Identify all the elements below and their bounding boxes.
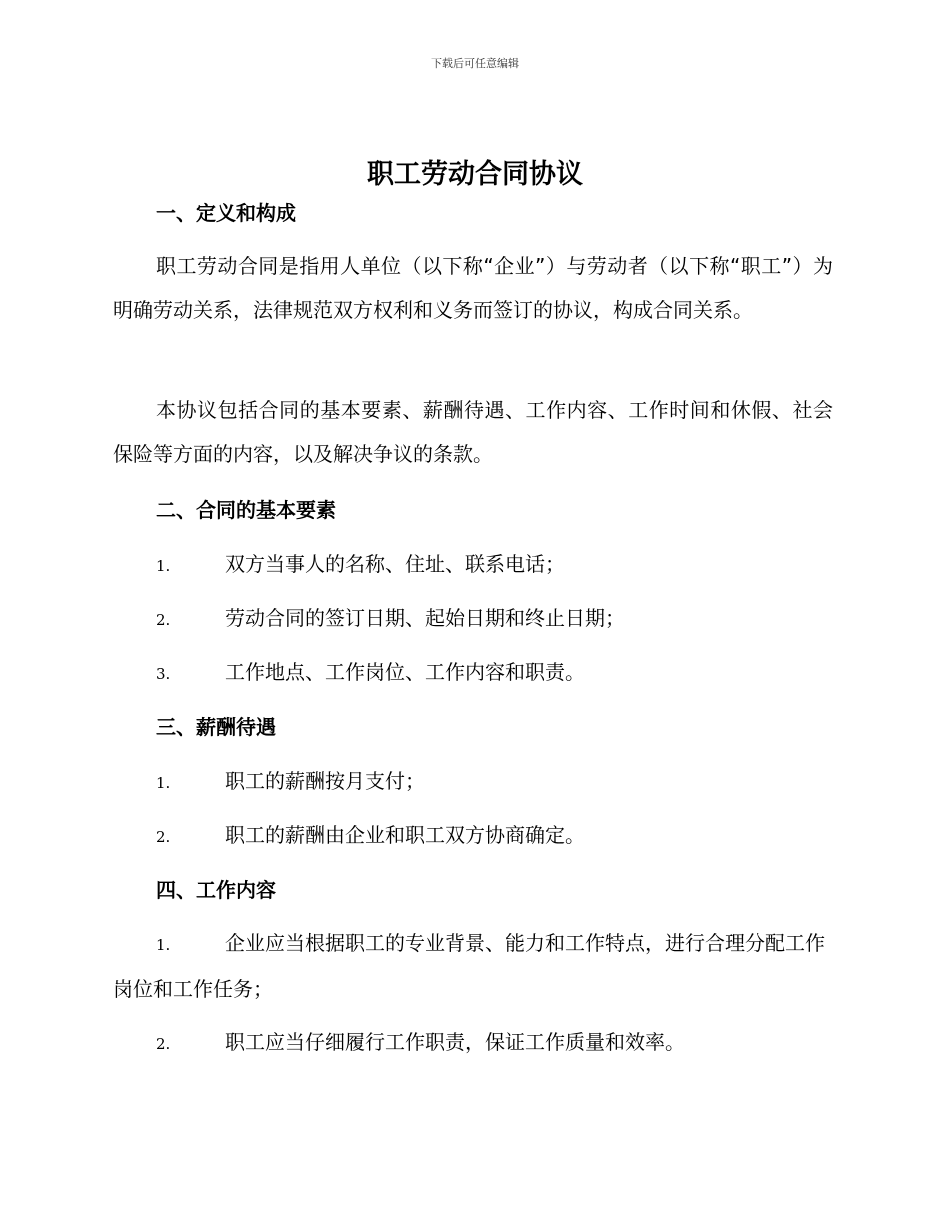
- section-heading: 一、定义和构成: [156, 201, 296, 225]
- list-item: [113, 921, 833, 1011]
- list-item: [113, 596, 833, 642]
- paragraph: 职工劳动合同是指用人单位（以下称“企业”）与劳动者（以下称“职工”）为明确劳动关系，法律规范双方权利和义务而签订的协议，构成合同关系。: [113, 254, 833, 322]
- list-text: 工作地点、工作岗位、工作内容和职责。: [225, 660, 585, 684]
- section-heading: 四、工作内容: [156, 878, 276, 902]
- section-heading: 三、薪酬待遇: [156, 715, 276, 739]
- list-text: 企业应当根据职工的专业背景、能力和工作特点，进行合理分配工作岗位和工作任务；: [113, 931, 825, 1001]
- section-heading: 二、合同的基本要素: [156, 498, 336, 522]
- list-item: [113, 759, 833, 805]
- list-number: 1.: [156, 557, 171, 575]
- section-definition-body-2: [113, 388, 833, 476]
- list-text: 职工的薪酬由企业和职工双方协商确定。: [225, 823, 585, 847]
- list-number: 2.: [156, 828, 171, 846]
- list-number: 1.: [156, 774, 171, 792]
- section-basic-elements: [113, 496, 833, 524]
- list-text: 劳动合同的签订日期、起始日期和终止日期；: [225, 606, 625, 630]
- page-header-note: 下载后可任意编辑: [431, 57, 519, 70]
- paragraph: 本协议包括合同的基本要素、薪酬待遇、工作内容、工作时间和休假、社会保险等方面的内容，以及解决争议的条款。: [113, 398, 833, 466]
- section-definition-body: [113, 244, 833, 332]
- list-number: 2.: [156, 1035, 171, 1053]
- list-item: [113, 542, 833, 588]
- list-text: 职工应当仔细履行工作职责，保证工作质量和效率。: [225, 1030, 685, 1054]
- list-item: [113, 1020, 833, 1066]
- list-text: 双方当事人的名称、住址、联系电话；: [225, 552, 565, 576]
- list-number: 3.: [156, 665, 171, 683]
- list-number: 2.: [156, 611, 171, 629]
- list-item: [113, 650, 833, 696]
- section-definition: [113, 199, 833, 227]
- list-number: 1.: [156, 936, 171, 954]
- list-item: [113, 813, 833, 859]
- document-title: 职工劳动合同协议: [367, 159, 583, 190]
- section-work-content: [113, 876, 833, 904]
- section-compensation: [113, 713, 833, 741]
- list-text: 职工的薪酬按月支付；: [225, 769, 425, 793]
